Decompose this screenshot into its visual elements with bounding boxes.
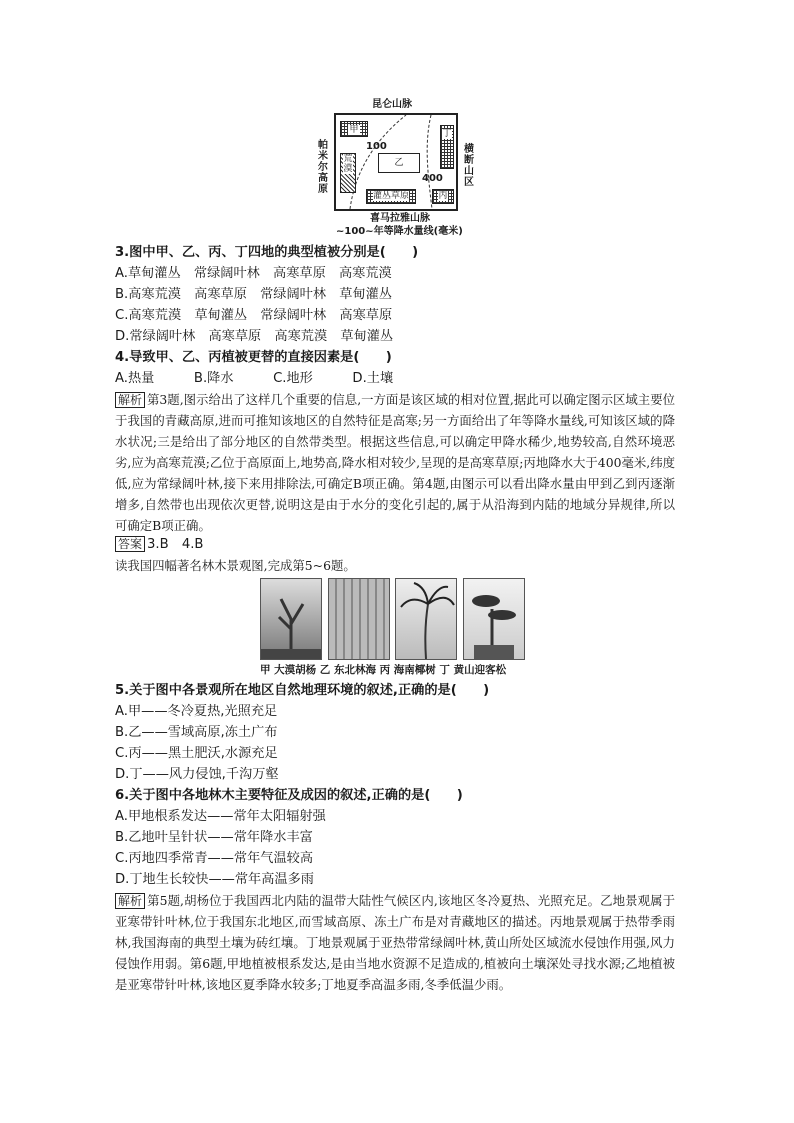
q4-stem: 4.导致甲、乙、丙植被更替的直接因素是( ) <box>115 350 392 365</box>
section-intro: 读我国四幅著名林木景观图,完成第5~6题。 <box>115 558 356 573</box>
q5-option-b: B.乙——雪域高原,冻土广布 <box>115 725 278 740</box>
q6-stem: 6.关于图中各地林木主要特征及成因的叙述,正确的是( ) <box>115 788 463 803</box>
photo-ding <box>463 578 525 660</box>
pine-icon <box>464 579 524 659</box>
map-legend: ~100~年等降水量线(毫米) <box>336 226 463 237</box>
q6-option-d: D.丁地生长较快——常年高温多雨 <box>115 872 314 887</box>
map-frame <box>334 113 458 211</box>
region-jia: 甲 <box>340 121 368 137</box>
answer-1 <box>115 535 203 555</box>
tree-icon <box>261 579 321 659</box>
isoline-400-label: 400 <box>422 173 443 184</box>
isoline-100-label: 100 <box>366 141 387 152</box>
q4-options: A.热量 B.降水 C.地形 D.土壤 <box>115 371 394 386</box>
region-guancong: 灌丛草原 <box>366 189 416 204</box>
region-ding: 丁 <box>440 125 454 169</box>
q3-stem: 3.图中甲、乙、丙、丁四地的典型植被分别是( ) <box>115 245 419 260</box>
analysis-2 <box>115 890 675 995</box>
map-right-label: 横断山区 <box>464 144 474 188</box>
q6-option-a: A.甲地根系发达——常年太阳辐射强 <box>115 809 326 824</box>
map-bottom-label: 喜马拉雅山脉 <box>370 213 430 224</box>
answer-tag: 答案 <box>115 536 145 552</box>
q5-option-d: D.丁——风力侵蚀,千沟万壑 <box>115 767 279 782</box>
q3-option-a: A.草甸灌丛 常绿阔叶林 高寒草原 高寒荒漠 <box>115 266 392 281</box>
photo-yi <box>328 578 390 660</box>
photo-jia <box>260 578 322 660</box>
analysis-2-text: 第5题,胡杨位于我国西北内陆的温带大陆性气候区内,该地区冬冷夏热、光照充足。乙地景观属于亚寒带针叶林,位于我国东北地区,而雪域高原、冻土广布是对青藏地区的描述。丙地景观属于热带季雨林,我国海南的典型土壤为砖红壤。丁地景观属于亚热带常绿阔叶林,黄山所处区域流水侵蚀作用强,风力侵蚀作用弱。第6题,甲地植被根系发达,是由当地水资源不足造成的,植被向土壤深处寻找水源;乙地植被是亚寒带针叶林,该地区夏季降水较多;丁地夏季高温多雨,冬季低温少雨。 <box>115 893 675 992</box>
q6-option-b: B.乙地叶呈针状——常年降水丰富 <box>115 830 313 845</box>
map-top-label: 昆仑山脉 <box>372 99 412 110</box>
q5-option-c: C.丙——黑土肥沃,水源充足 <box>115 746 278 761</box>
q3-option-d: D.常绿阔叶林 高寒草原 高寒荒漠 草甸灌丛 <box>115 329 394 344</box>
q5-stem: 5.关于图中各景观所在地区自然地理环境的叙述,正确的是( ) <box>115 683 490 698</box>
q5-option-a: A.甲——冬冷夏热,光照充足 <box>115 704 278 719</box>
analysis-tag-2: 解析 <box>115 893 145 909</box>
palm-icon <box>396 579 456 659</box>
photo-bing <box>395 578 457 660</box>
analysis-1-text: 第3题,图示给出了这样几个重要的信息,一方面是该区域的相对位置,据此可以确定图示区域主要位于我国的青藏高原,进而可推知该地区的自然特征是高寒;另一方面给出了年等降水量线,可知该区域的降水状况;三是给出了部分地区的自然带类型。根据这些信息,可以确定甲降水稀少,地势较高,自然环境恶劣,应为高寒荒漠;乙位于高原面上,地势高,降水相对较少,呈现的是高寒草原;丙地降水大于400毫米,纬度低,应为常绿阔叶林,接下来用排除法,可确定B项正确。第4题,由图示可以看出降水量由甲到乙到丙逐渐增多,自然带也出现依次更替,说明这是由于水分的变化引起的,属于从沿海到内陆的地域分异规律,所以可确定B项正确。 <box>115 392 675 533</box>
q3-option-b: B.高寒荒漠 高寒草原 常绿阔叶林 草甸灌丛 <box>115 287 392 302</box>
analysis-1 <box>115 389 675 536</box>
region-huangmo: 荒漠 <box>340 153 356 193</box>
photo-caption: 甲 大漠胡杨 乙 东北林海 丙 海南椰树 丁 黄山迎客松 <box>260 664 507 676</box>
map-left-label: 帕米尔高原 <box>318 140 328 195</box>
q3-option-c: C.高寒荒漠 草甸灌丛 常绿阔叶林 高寒草原 <box>115 308 393 323</box>
answer-1-text: 3.B 4.B <box>147 537 204 552</box>
region-bing: 丙 <box>432 189 454 204</box>
region-yi: 乙 <box>378 153 420 173</box>
analysis-tag: 解析 <box>115 392 145 408</box>
q6-option-c: C.丙地四季常青——常年气温较高 <box>115 851 314 866</box>
